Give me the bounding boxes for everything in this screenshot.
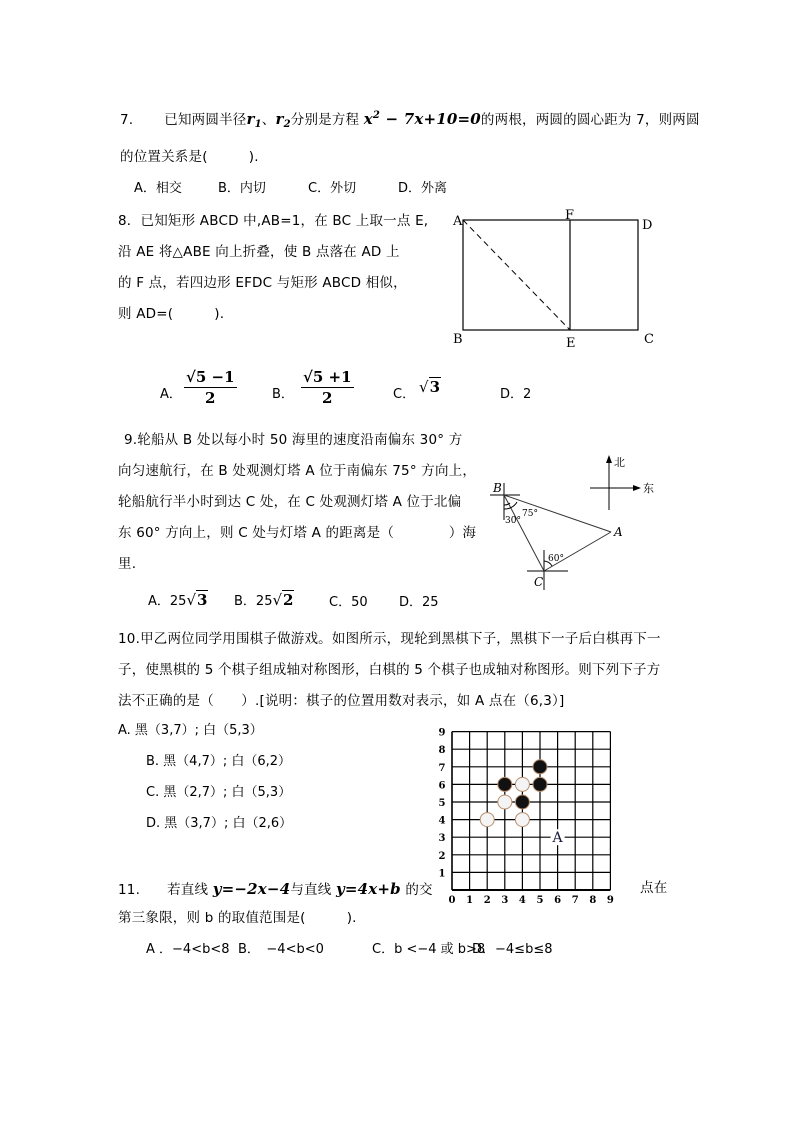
q7-number: 7. [120,112,134,128]
q10-line1: 10.甲乙两位同学用围棋子做游戏。如图所示，现轮到黑棋下子，黑棋下一子后白棋再下一 [118,631,661,647]
east-label: 东 [643,482,654,495]
q7-line2: 的位置关系是( ). [120,149,259,165]
q7-text-c: 的两根，两圆的圆心距为 7，则两圆 [480,112,700,128]
point-a-label: A [552,830,563,847]
rectangle-abcd [463,220,638,330]
q7-option-b: B．内切 [218,181,266,196]
q8-option-c-label: C． [393,387,416,402]
q11-text-a: 若直线 [167,882,209,898]
segment-ca [544,532,611,571]
q8-option-a-fraction: $\frac{√5 -1}{2}$ [186,368,235,407]
label-b: B [493,481,502,495]
q11-line2: 第三象限，则 b 的取值范围是( ). [118,910,357,926]
angle-60-label: 60° [548,554,564,564]
q7-r1: $r_1$ [246,110,262,130]
q11-eq1: y=−2x−4 [212,880,291,898]
y-tick-label: 3 [438,833,446,845]
angle-arc-75 [504,502,517,509]
x-tick-label: 5 [536,895,544,906]
q8-line4: 则 AD=( ). [118,306,225,322]
label-f: F [565,208,575,223]
y-tick-label: 8 [438,745,446,757]
q11-text-b: 与直线 [290,882,332,898]
x-tick-label: 8 [589,895,597,906]
q9-line2: 向匀速航行，在 B 处观测灯塔 A 位于南偏东 75° 方向上， [118,463,477,479]
q11-text-d: 点在 [640,880,668,896]
white-stone [515,777,529,791]
black-stone [533,760,547,774]
y-tick-label: 7 [438,762,446,774]
q7-text-a: 已知两圆半径 [164,112,247,128]
label-c: C [644,332,654,347]
y-tick-label: 6 [438,780,446,792]
label-a: A [614,525,623,539]
q10-go-board [430,720,620,910]
q10-option-a: A. 黑（3,7）; 白（5,3） [118,723,263,738]
q7-sep: 、 [261,112,276,128]
x-tick-label: 0 [448,895,456,906]
q11-number: 11. [118,882,141,898]
angle-30-label: 30° [505,516,521,526]
q8-option-d: D．2 [500,387,532,402]
white-stone [515,813,529,827]
q7-text-b: 分别是方程 [290,112,360,128]
q10-option-b: B. 黑（4,7）; 白（6,2） [146,754,292,769]
q8-option-c-sqrt: √3 [419,378,440,396]
label-a: A [453,214,463,229]
segment-ae-dashed [463,220,570,330]
q10-option-c: C. 黑（2,7）; 白（5,3） [146,785,292,800]
black-stone [533,777,547,791]
q7-option-c: C．外切 [308,181,357,196]
q8-option-b-fraction: $\frac{√5 +1}{2}$ [303,368,352,407]
label-e: E [566,336,576,351]
q7-option-a: A．相交 [134,181,182,196]
q9-option-a: A．25√3 [148,591,208,609]
q10-line2: 子，使黑棋的 5 个棋子组成轴对称图形，白棋的 5 个棋子也成轴对称图形。则下列下子方 [118,662,661,678]
x-tick-label: 7 [571,895,579,906]
label-d: D [642,218,653,233]
q11-line1 [118,878,433,898]
x-tick-label: 6 [554,895,562,906]
y-tick-label: 1 [438,868,446,880]
q7-option-d: D．外离 [398,181,448,196]
q9-option-c: C．50 [329,595,368,610]
y-tick-label: 9 [438,727,446,739]
q9-option-d: D．25 [399,595,439,610]
label-b: B [453,332,463,347]
q9-line5: 里. [118,556,137,572]
north-label: 北 [614,456,625,469]
q11-option-a: A ．−4<b<8 [146,942,230,957]
north-arrow-icon [606,455,612,463]
q9-line1: 9.轮船从 B 处以每小时 50 海里的速度沿南偏东 30° 方 [124,432,463,448]
q9-line4: 东 60° 方向上，则 C 处与灯塔 A 的距离是（ ）海 [118,525,477,541]
q9-line3: 轮船航行半小时到达 C 处，在 C 处观测灯塔 A 位于北偏 [118,494,462,510]
q11-option-d: D．−4≤b≤8 [472,942,553,957]
q8-option-a-label: A． [160,387,182,402]
label-c: C [534,575,544,589]
q7-line1 [120,108,700,130]
q9-navigation-figure [480,450,660,595]
q11-option-b: B． −4<b<0 [238,942,324,957]
q8-line1: 8．已知矩形 ABCD 中,AB=1，在 BC 上取一点 E, [118,213,429,229]
x-tick-label: 2 [483,895,491,906]
q8-line3: 的 F 点，若四边形 EFDC 与矩形 ABCD 相似， [118,275,407,291]
q11-text-c: 的交 [405,882,433,898]
black-stone [515,795,529,809]
q10-option-d: D. 黑（3,7）; 白（2,6） [146,816,293,831]
white-stone [480,813,494,827]
q9-option-b: B．25√2 [234,591,294,609]
x-tick-label: 3 [501,895,509,906]
x-tick-label: 9 [606,895,614,906]
q11-eq2: y=4x+b [335,880,401,898]
q8-line2: 沿 AE 将△ABE 向上折叠，使 B 点落在 AD 上 [118,244,400,260]
q8-rectangle-figure [440,200,670,360]
q11-option-c: C．b <−4 或 b>8 [372,942,486,957]
q7-equation: $x^2 - 7x+10=0$ [363,110,481,128]
black-stone [498,777,512,791]
x-tick-label: 1 [466,895,474,906]
y-tick-label: 4 [438,815,446,827]
y-tick-label: 2 [438,850,446,862]
angle-75-label: 75° [522,509,538,519]
white-stone [498,795,512,809]
east-arrow-icon [633,485,641,491]
q7-r2: $r_2$ [275,110,291,130]
x-tick-label: 4 [518,895,526,906]
y-tick-label: 5 [438,798,446,809]
q10-line3: 法不正确的是（ ）.[说明：棋子的位置用数对表示，如 A 点在（6,3）] [118,693,565,709]
q8-option-b-label: B． [272,387,294,402]
